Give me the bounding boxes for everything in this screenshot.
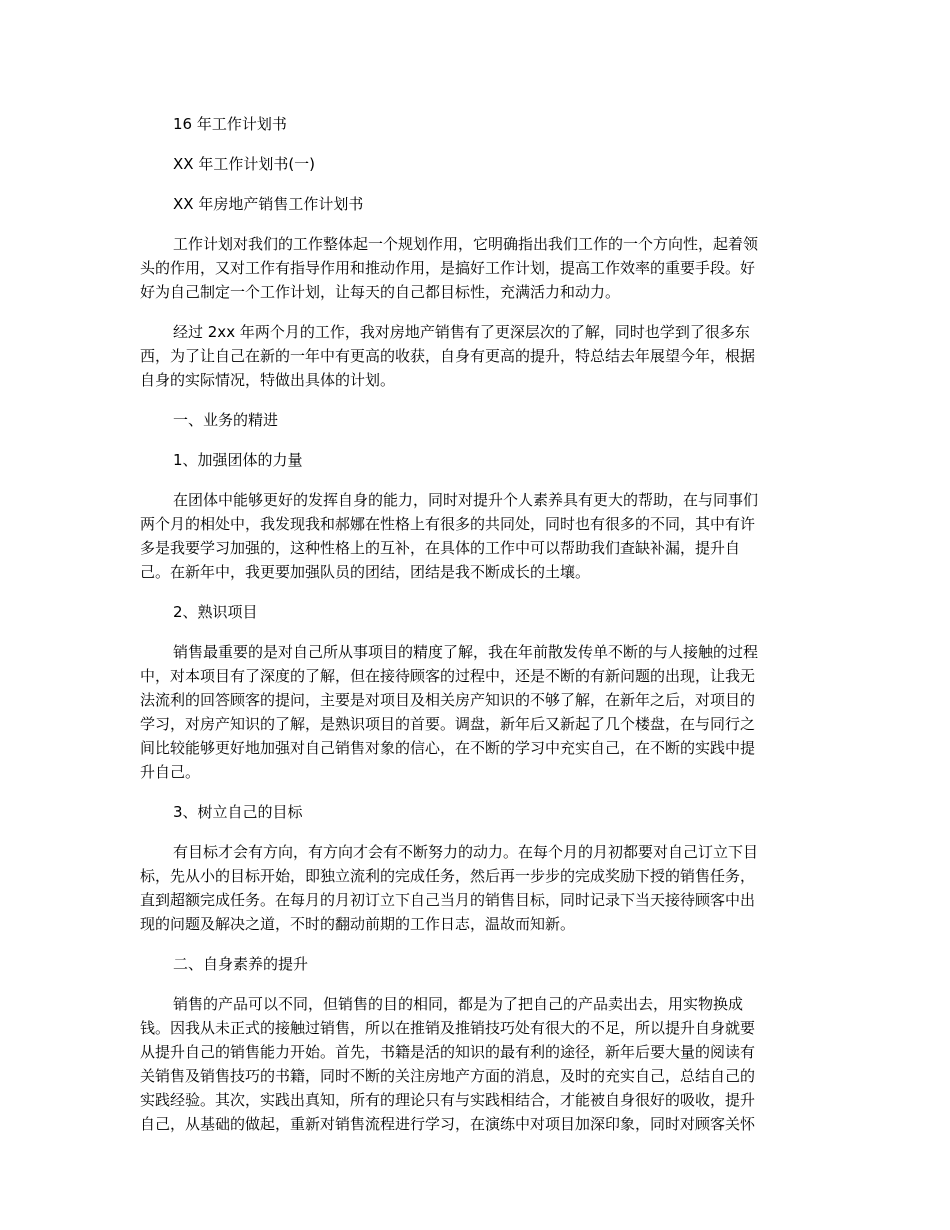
paragraph-line: 多是我要学习加强的，这种性格上的互补，在具体的工作中可以帮助我们查缺补漏，提升自: [140, 539, 741, 557]
paragraph-line: 西，为了让自己在新的一年中有更高的收获，自身有更高的提升，特总结去年展望今年，根据: [140, 347, 756, 365]
paragraph-line: 关销售及销售技巧的书籍，同时不断的关注房地产方面的消息，及时的充实自己，总结自己的: [140, 1067, 756, 1085]
item-2-title: 2、熟识项目: [173, 603, 258, 621]
paragraph-line: 学习，对房产知识的了解，是熟识项目的首要。调盘，新年后又新起了几个楼盘，在与同行之: [140, 715, 756, 733]
paragraph-line: 己。在新年中，我更要加强队员的团结，团结是我不断成长的土壤。: [140, 563, 591, 581]
document-body: [140, 112, 810, 1152]
paragraph-line: 从提升自己的销售能力开始。首先，书籍是活的知识的最有利的途径，新年后要大量的阅读有: [140, 1043, 756, 1061]
paragraph-line: 经过 2xx 年两个月的工作，我对房地产销售有了更深层次的了解，同时也学到了很多东: [173, 323, 750, 341]
paragraph-line: 钱。因我从未正式的接触过销售，所以在推销及推销技巧处有很大的不足，所以提升自身就要: [140, 1019, 756, 1037]
paragraph-line: 好为自己制定一个工作计划，让每天的自己都目标性，充满活力和动力。: [140, 283, 621, 301]
paragraph-line: 销售最重要的是对自己所从事项目的精度了解，我在年前散发传单不断的与人接触的过程: [173, 643, 759, 661]
paragraph-line: 标，先从小的目标开始，即独立流利的完成任务，然后再一步步的完成奖励下授的销售任务，: [140, 867, 756, 885]
paragraph-line: 销售的产品可以不同，但销售的目的相同，都是为了把自己的产品卖出去，用实物换成: [173, 995, 744, 1013]
paragraph-line: 法流利的回答顾客的提问，主要是对项目及相关房产知识的不够了解，在新年之后，对项目的: [140, 691, 756, 709]
paragraph-line: 现的问题及解决之道，不时的翻动前期的工作日志，温故而知新。: [140, 915, 576, 933]
section-2-paragraph: [140, 992, 810, 1136]
background-paragraph: [140, 320, 810, 392]
item-3-paragraph: [140, 840, 810, 936]
paragraph-line: 工作计划对我们的工作整体起一个规划作用，它明确指出我们工作的一个方向性，起着领: [173, 235, 759, 253]
paragraph-line: 自己，从基础的做起，重新对销售流程进行学习，在演练中对项目加深印象，同时对顾客关怀: [140, 1115, 756, 1133]
paragraph-line: 间比较能够更好地加强对自己销售对象的信心，在不断的学习中充实自己，在不断的实践中提: [140, 739, 756, 757]
document-subtitle: XX 年工作计划书(一): [173, 155, 316, 173]
item-1-title: 1、加强团体的力量: [173, 451, 303, 469]
item-2-paragraph: [140, 640, 810, 784]
paragraph-line: 实践经验。其次，实践出真知，所有的理论只有与实践相结合，才能被自身很好的吸收，提升: [140, 1091, 756, 1109]
paragraph-line: 两个月的相处中，我发现我和郝娜在性格上有很多的共同处，同时也有很多的不同，其中有许: [140, 515, 756, 533]
section-heading-1: 一、业务的精进: [173, 411, 279, 429]
paragraph-line: 在团体中能够更好的发挥自身的能力，同时对提升个人素养具有更大的帮助，在与同事们: [173, 491, 759, 509]
paragraph-line: 中，对本项目有了深度的了解，但在接待顾客的过程中，还是不断的有新问题的出现，让我无: [140, 667, 756, 685]
paragraph-line: 自身的实际情况，特做出具体的计划。: [140, 371, 396, 389]
item-1-paragraph: [140, 488, 810, 584]
section-heading-2: 二、自身素养的提升: [173, 955, 309, 973]
paragraph-line: 直到超额完成任务。在每月的月初订立下自己当月的销售目标，同时记录下当天接待顾客中出: [140, 891, 756, 909]
document-heading: XX 年房地产销售工作计划书: [173, 195, 364, 213]
paragraph-line: 头的作用，又对工作有指导作用和推动作用，是搞好工作计划，提高工作效率的重要手段。好: [140, 259, 756, 277]
document-title: 16 年工作计划书: [173, 115, 287, 133]
paragraph-line: 有目标才会有方向，有方向才会有不断努力的动力。在每个月的月初都要对自己订立下目: [173, 843, 759, 861]
intro-paragraph: [140, 232, 810, 304]
paragraph-line: 升自己。: [140, 763, 201, 781]
item-3-title: 3、树立自己的目标: [173, 803, 303, 821]
